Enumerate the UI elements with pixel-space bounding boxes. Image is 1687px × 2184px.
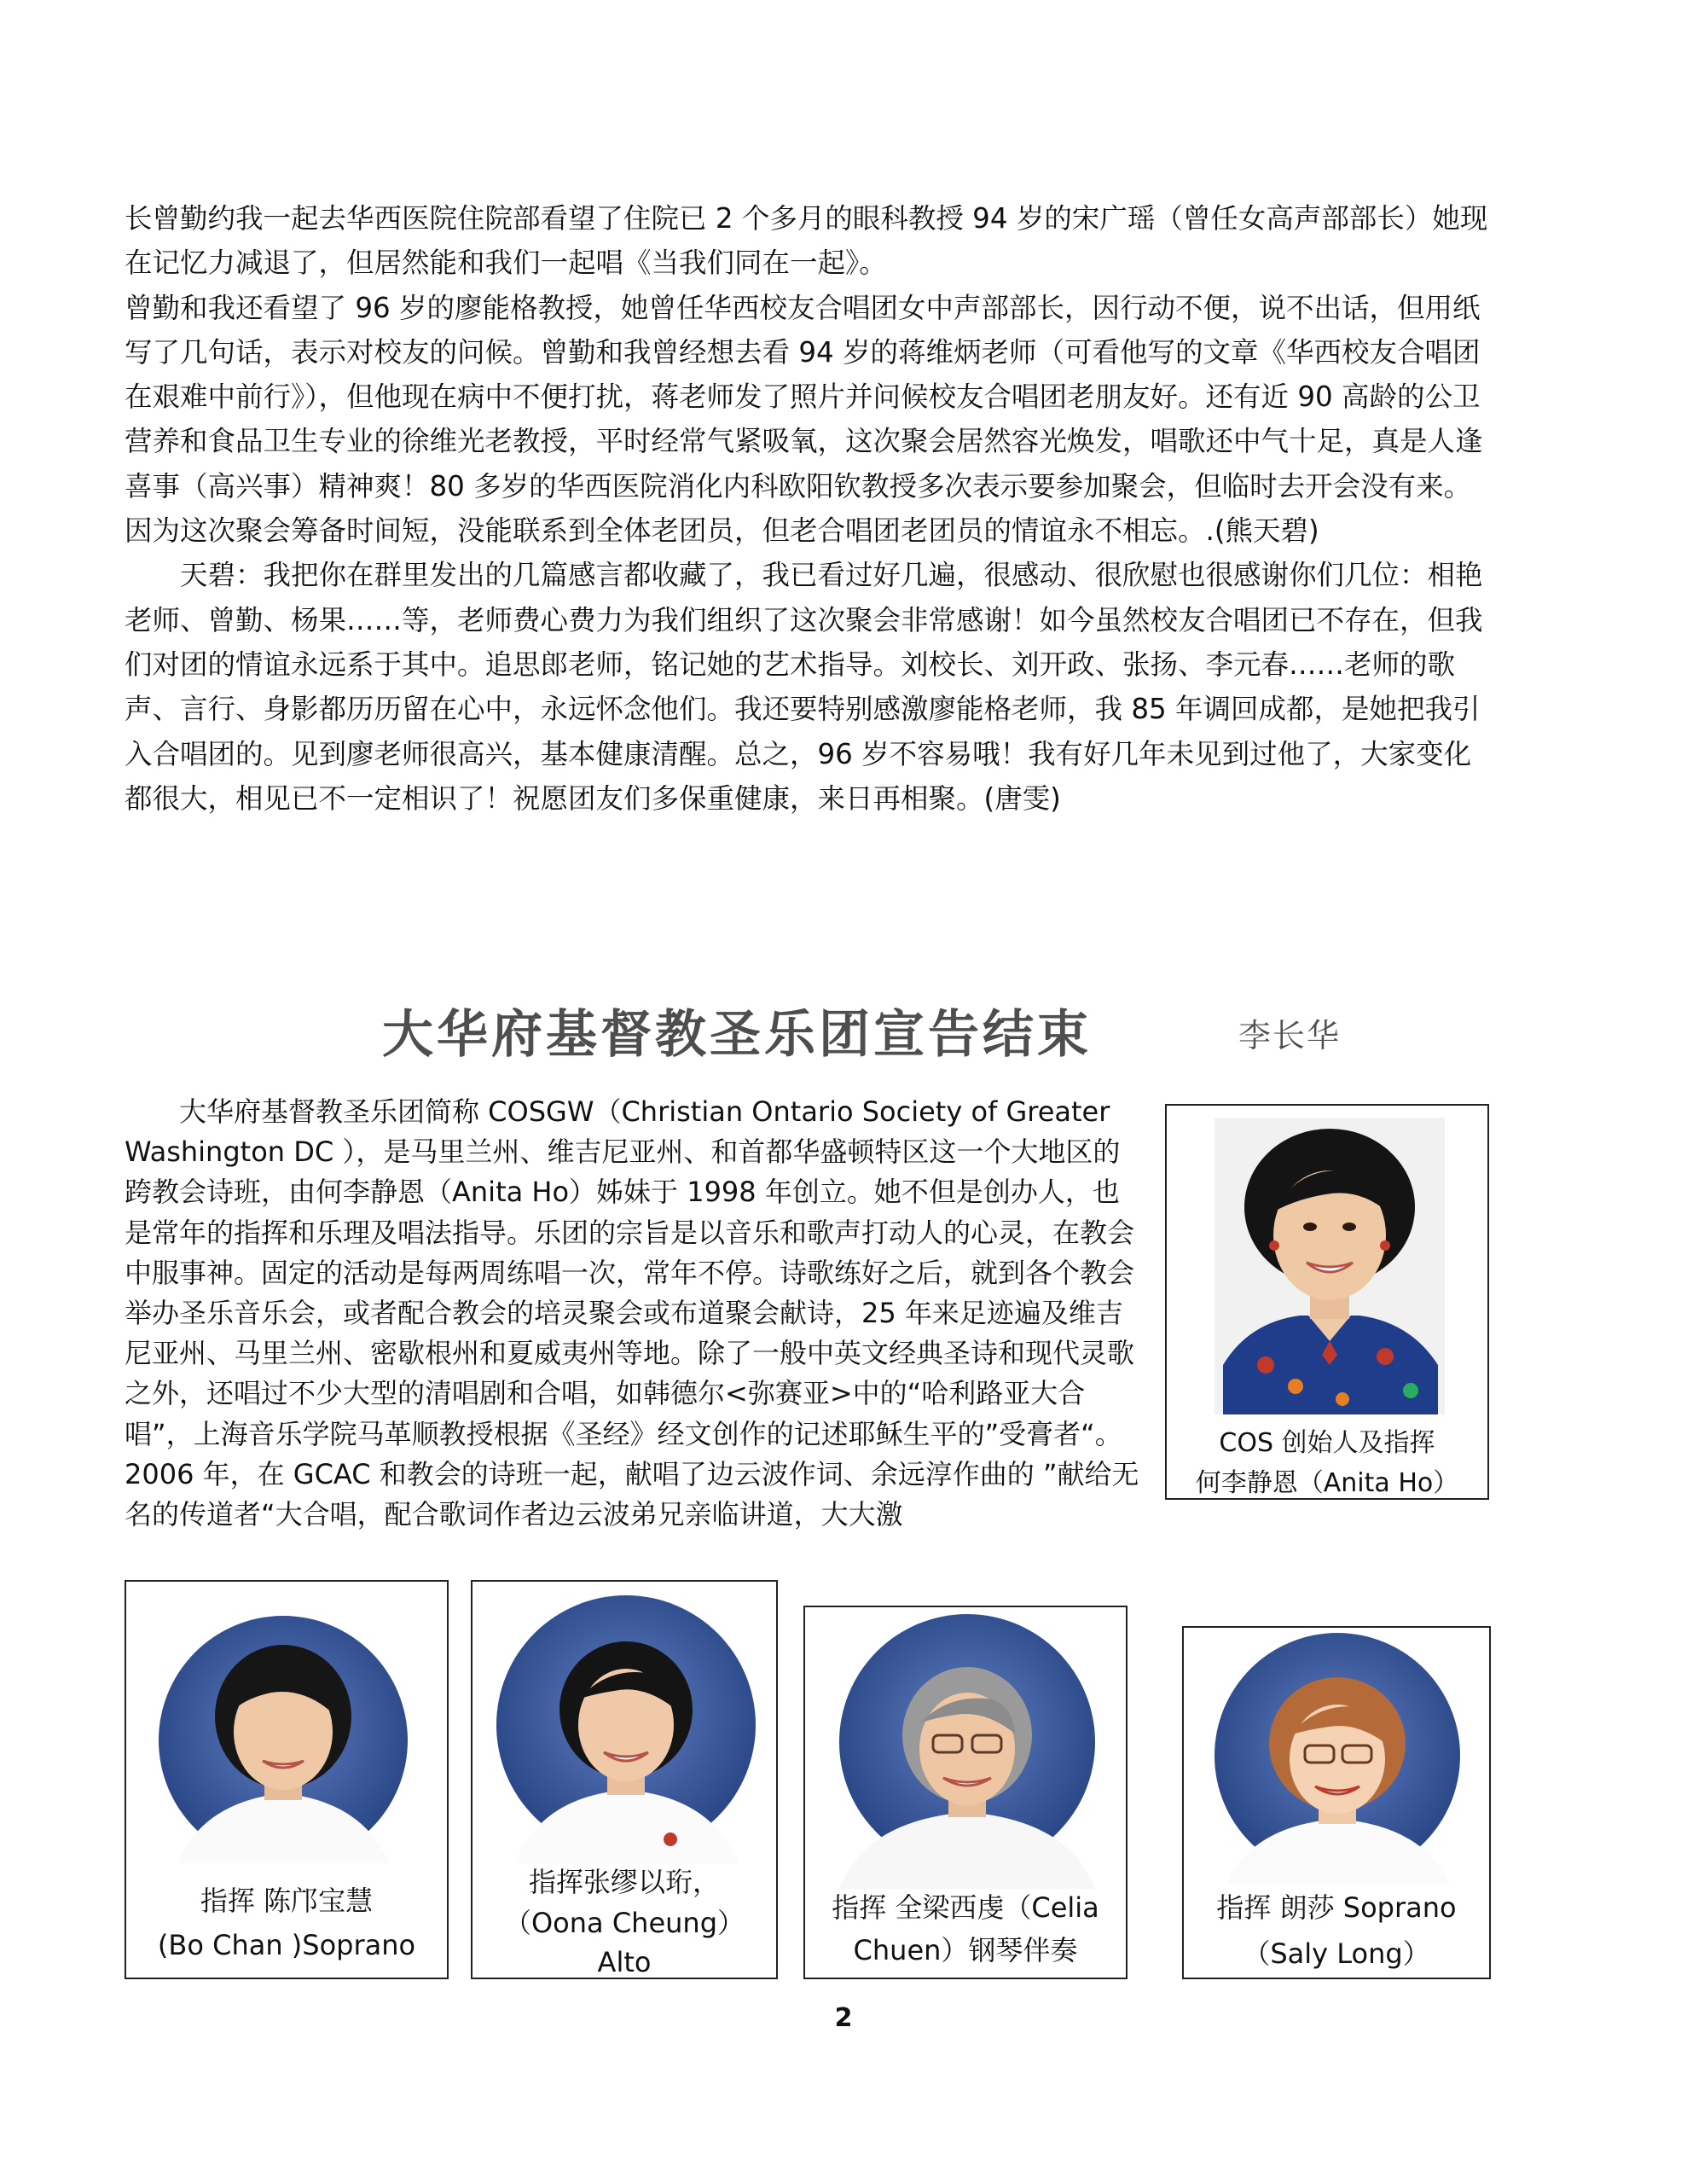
conductor-caption-line1: 指挥 陈邝宝慧 — [200, 1885, 374, 1917]
top-text-block — [125, 196, 1498, 821]
conductor-card-oona-cheung — [471, 1580, 778, 1979]
conductor-caption-line2: (Bo Chan )Soprano — [157, 1929, 416, 1961]
conductor-card-saly-long — [1182, 1626, 1491, 1979]
conductor-card-celia-chuen — [803, 1606, 1128, 1979]
article-paragraph: 大华府基督教圣乐团简称 COSGW（Christian Ontario Society of Greater Washington DC ），是马里兰州、维吉尼亚州、和首都华盛顿特区这一个大地区的跨教会诗班，由何李静恩（Anita Ho）姊妹于 1998 年创立。她不但是创办人，也是常年的指挥和乐理及唱法指导。乐团的宗旨是以音乐和歌声打动人的心灵，在教会中服事神。固定的活动是每两周练唱一次，常年不停。诗歌练好之后，就到各个教会举办圣乐音乐会，或者配合教会的培灵聚会或布道聚会献诗，25 年来足迹遍及维吉尼亚州、马里兰州、密歇根州和夏威夷州等地。除了一般中英文经典圣诗和现代灵歌之外，还唱过不少大型的清唱剧和合唱，如韩德尔<弥赛亚>中的“哈利路亚大合唱”，上海音乐学院马革顺教授根据《圣经》经文创作的记述耶稣生平的”受膏者“。2006 年，在 GCAC 和教会的诗班一起，献唱了边云波作词、余远淳作曲的 ”献给无名的传道者“大合唱，配合歌词作者边云波弟兄亲临讲道，大大激 — [125, 1095, 1139, 1531]
founder-caption-line1: COS 创始人及指挥 — [1219, 1428, 1435, 1458]
conductor-caption-line1: 指挥张缪以珩， — [528, 1866, 720, 1898]
article-title: 大华府基督教圣乐团宣告结束 — [382, 1005, 1092, 1065]
article-author: 李长华 — [1238, 1017, 1342, 1054]
paragraph-3: 天碧：我把你在群里发出的几篇感言都收藏了，我已看过好几遍，很感动、很欣慰也很感谢你们几位：相艳老师、曾勤、杨果……等，老师费心费力为我们组织了这次聚会非常感谢！如今虽然校友合唱团已不存在，但我们对团的情谊永远系于其中。追思郎老师，铭记她的艺术指导。刘校长、刘开政、张扬、李元春……老师的歌声、言行、身影都历历留在心中，永远怀念他们。我还要特别感激廖能格老师，我 85 年调回成都，是她把我引入合唱团的。见到廖老师很高兴，基本健康清醒。总之，96 岁不容易哦！我有好几年未见到过他了，大家变化都很大，相见已不一定相识了！祝愿团友们多保重健康，来日再相聚。(唐雯) — [125, 559, 1483, 815]
conductor-caption-line3: Alto — [597, 1946, 652, 1978]
founder-photo — [1215, 1118, 1445, 1414]
conductor-portrait-image — [1184, 1628, 1491, 1884]
founder-portrait-image — [1215, 1118, 1445, 1414]
paragraph-1: 长曾勤约我一起去华西医院住院部看望了住院已 2 个多月的眼科教授 94 岁的宋广瑶（曾任女高声部部长）她现在记忆力减退了，但居然能和我们一起唱《当我们同在一起》。 — [125, 202, 1488, 280]
conductor-portrait-image — [472, 1582, 778, 1863]
founder-caption-line2: 何李静恩（Anita Ho） — [1195, 1468, 1459, 1498]
conductor-caption-line1: 指挥 全梁西虔（Celia — [832, 1891, 1099, 1924]
conductor-card-bo-chan — [125, 1580, 449, 1979]
conductor-caption-line2: Chuen）钢琴伴奏 — [853, 1934, 1078, 1966]
founder-caption — [1167, 1423, 1487, 1503]
page-number: 2 — [834, 2003, 853, 2033]
conductor-portrait-image — [805, 1607, 1128, 1889]
paragraph-2: 曾勤和我还看望了 96 岁的廖能格教授，她曾任华西校友合唱团女中声部部长，因行动不便，说不出话，但用纸写了几句话，表示对校友的问候。曾勤和我曾经想去看 94 岁的蒋维炳老师（可看他写的文章《华西校友合唱团在艰难中前行》），但他现在病中不便打扰，蒋老师发了照片并问候校友合唱团老朋友好。还有近 90 高龄的公卫营养和食品卫生专业的徐维光老教授，平时经常气紧吸氧，这次聚会居然容光焕发，唱歌还中气十足，真是人逢喜事（高兴事）精神爽！80 多岁的华西医院消化内科欧阳钦教授多次表示要参加聚会，但临时去开会没有来。因为这次聚会筹备时间短，没能联系到全体老团员，但老合唱团老团员的情谊永不相忘。.(熊天碧) — [125, 291, 1483, 548]
conductor-portrait-image — [126, 1582, 449, 1863]
conductor-caption-line1: 指挥 朗莎 Soprano — [1216, 1891, 1457, 1924]
conductor-caption-line2: （Oona Cheung） — [503, 1907, 745, 1939]
conductor-caption-line2: （Saly Long） — [1243, 1937, 1430, 1970]
founder-photo-box — [1165, 1104, 1489, 1500]
